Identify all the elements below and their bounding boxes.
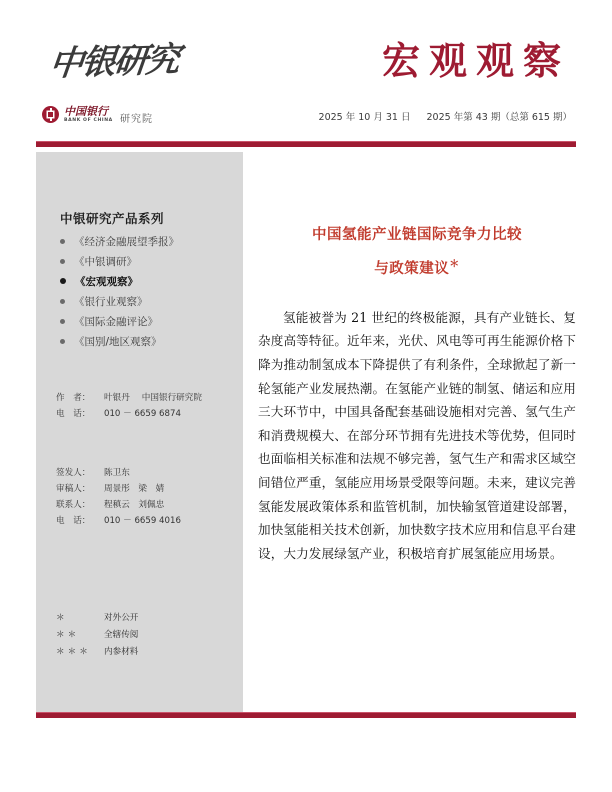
reviewer-row [56, 481, 236, 497]
author-name: 叶银丹 [104, 393, 130, 403]
author-phone-value: 010 － 6659 6874 [104, 409, 181, 419]
issuer-row [56, 465, 236, 481]
sidebar-item-label: 《国别/地区观察》 [74, 335, 162, 348]
sidebar-item-jingji-jinrong[interactable] [60, 231, 235, 251]
contact-names: 程稹云 刘佩忠 [104, 500, 165, 510]
legend-label: 对外公开 [104, 613, 139, 623]
article-title-line-2: 与政策建议 [374, 259, 450, 277]
sidebar-item-label: 《宏观观察》 [75, 275, 138, 288]
boc-research-calligraphy-logo: 中银研究 [47, 39, 181, 85]
issuer-label: 签发人： [56, 468, 91, 478]
institute-label: 研究院 [120, 114, 153, 125]
sidebar [36, 152, 243, 712]
bullet-icon [60, 278, 66, 284]
contact-label: 联系人： [56, 500, 91, 510]
sidebar-item-guoji-jinrong-pinglun[interactable] [60, 311, 235, 331]
author-label: 作 者： [56, 393, 91, 403]
author-phone-label: 电 话： [56, 409, 91, 419]
bank-name-english: BANK OF CHINA [64, 118, 113, 123]
issuer-name: 陈卫东 [104, 468, 130, 478]
legend-label: 内参材料 [104, 647, 139, 657]
bullet-icon [60, 239, 65, 244]
editorial-block [56, 465, 236, 529]
editorial-phone-value: 010 － 6659 4016 [104, 516, 181, 526]
issue-number: 2025 年第 43 期（总第 615 期） [426, 112, 572, 123]
legend-row-internal-circulation [56, 627, 236, 644]
article-title-line-1: 中国氢能产业链国际竞争力比较 [312, 226, 522, 243]
issue-line [319, 109, 572, 123]
sidebar-item-label: 《国际金融评论》 [74, 315, 158, 328]
reviewer-names: 周景彤 梁 婧 [104, 484, 165, 494]
sidebar-item-yinhangye-guancha[interactable] [60, 291, 235, 311]
author-affiliation: 中国银行研究院 [141, 393, 202, 403]
bank-name-chinese: 中国银行 [64, 105, 108, 118]
sidebar-series-title: 中银研究产品系列 [60, 211, 165, 226]
editorial-phone-row [56, 513, 236, 529]
issue-date: 2025 年 10 月 31 日 [318, 112, 411, 123]
header-rule [36, 141, 576, 147]
classification-legend [56, 610, 236, 661]
author-phone-row [56, 406, 236, 422]
article-abstract: 氢能被誉为 21 世纪的终极能源，具有产业链长、复杂度高等特征。近年来，光伏、风电等可再生能源价格下降为推动制氢成本下降提供了有利条件，全球掀起了新一轮氢能产业发展热潮。在氢能产业链的制氢、储运和应用三大环节中，中国具备配套基础设施相对完善、氢气生产和消费规模大、在部分环节拥有先进技术等优势，但同时也面临相关标准和法规不够完善，氢气生产和需求区域空间错位严重，氢能应用场景受限等问题。未来，建议完善氢能发展政策体系和监管机制，加快输氢管道建设部署，加快氢能相关技术创新，加快数字技术应用和信息平台建设，大力发展绿氢产业，积极培育扩展氢能应用场景。 [258, 309, 576, 561]
bank-name-group [64, 106, 113, 124]
article-title [258, 152, 576, 284]
author-block [56, 390, 236, 422]
bullet-icon [60, 259, 65, 264]
masthead [36, 28, 576, 106]
reviewer-label: 审稿人： [56, 484, 91, 494]
sidebar-product-list [60, 231, 235, 351]
sidebar-item-zhongyin-diaoyan[interactable] [60, 251, 235, 271]
legend-row-restricted [56, 644, 236, 661]
bullet-icon [60, 319, 65, 324]
sidebar-item-label: 《银行业观察》 [74, 295, 148, 308]
boc-coin-icon [42, 106, 59, 123]
legend-stars: ＊ [56, 613, 68, 623]
sidebar-item-hongguan-guancha[interactable] [60, 271, 235, 291]
sidebar-item-guobie-diqu-guancha[interactable] [60, 331, 235, 351]
journal-title: 宏观观察 [381, 38, 570, 83]
author-row [56, 390, 236, 406]
article-title-footnote-marker: ＊ [449, 259, 460, 270]
bullet-icon [60, 299, 65, 304]
footer-rule [36, 712, 576, 718]
sidebar-item-label: 《经济金融展望季报》 [74, 235, 179, 248]
legend-label: 全辖传阅 [104, 630, 139, 640]
bullet-icon [60, 339, 65, 344]
subheader [36, 106, 576, 142]
contact-row [56, 497, 236, 513]
sidebar-item-label: 《中银调研》 [74, 255, 137, 268]
article-main [258, 152, 576, 712]
legend-row-public [56, 610, 236, 627]
legend-stars: ＊＊ [56, 630, 80, 640]
bank-of-china-logo [42, 106, 113, 124]
legend-stars: ＊＊＊ [56, 647, 91, 657]
editorial-phone-label: 电 话： [56, 516, 91, 526]
